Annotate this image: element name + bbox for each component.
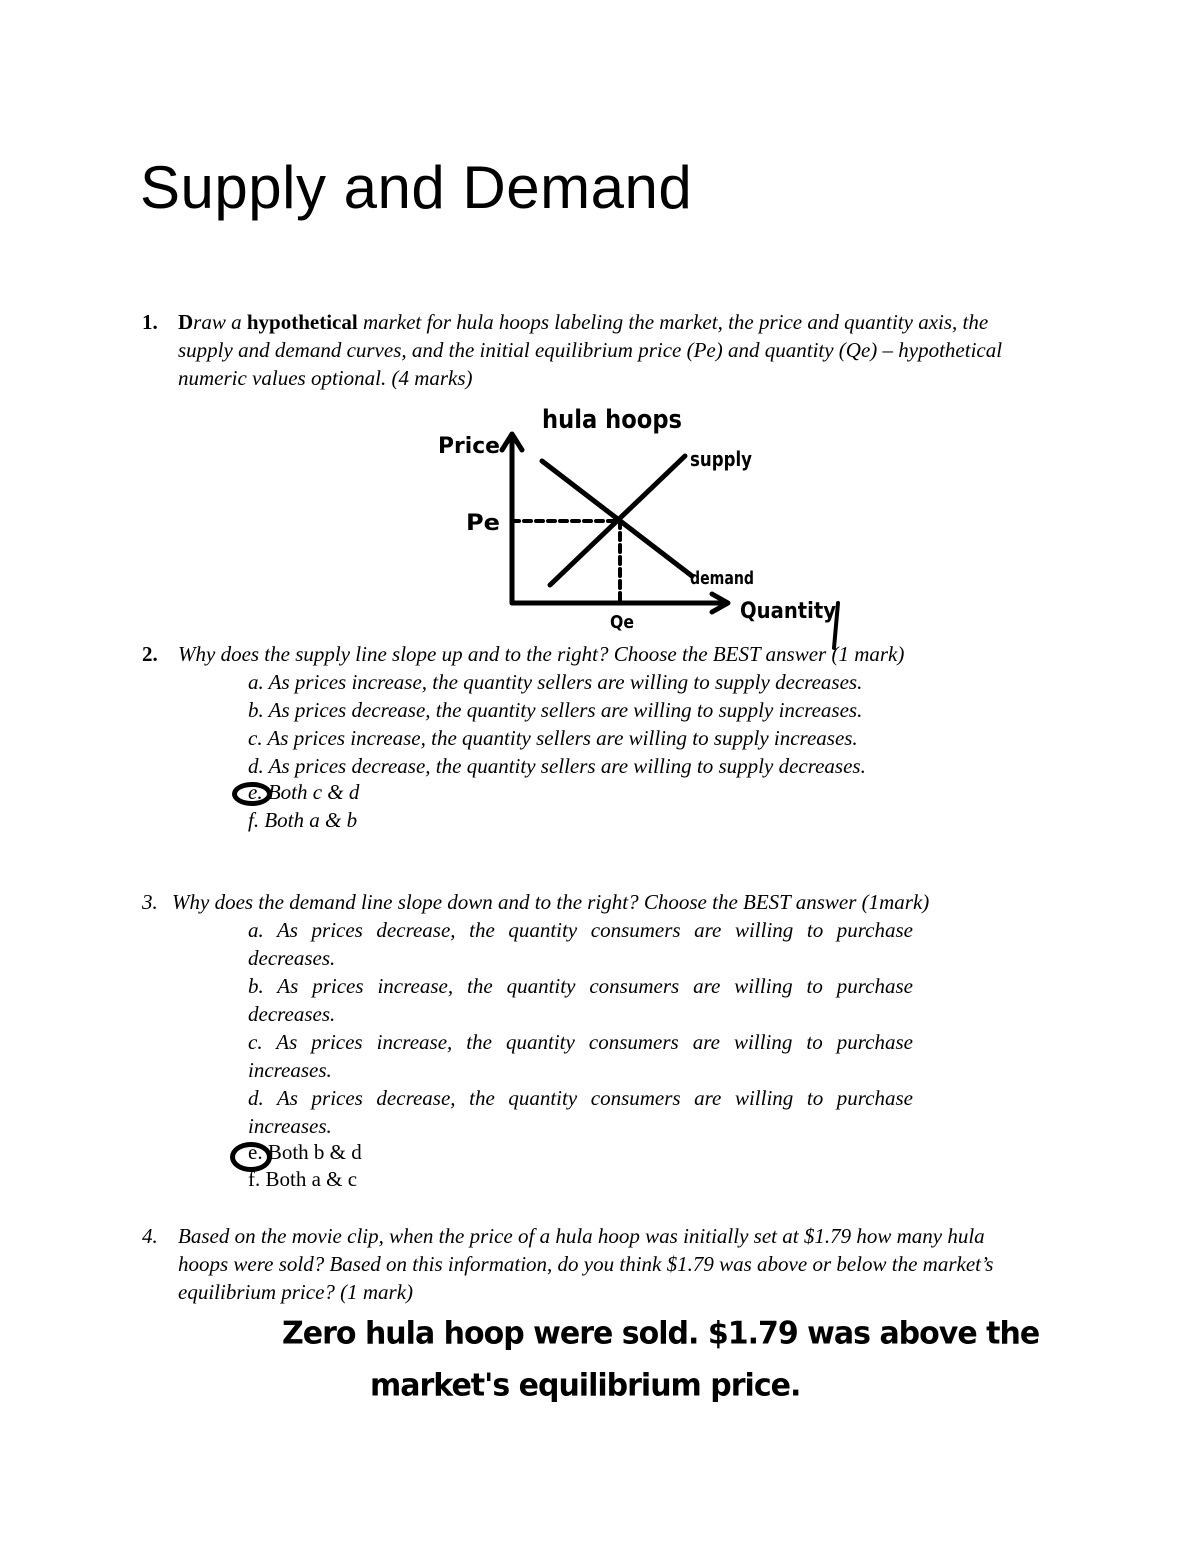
q2-option-c: c. As prices increase, the quantity sellers are willing to supply increases. [248,726,858,750]
q4-handwritten-answer-line2: market's equilibrium price. [370,1367,801,1404]
q2-option-d: d. As prices decrease, the quantity sellers are willing to supply decreases. [248,754,866,778]
q1-question: market for hula hoops labeling the market, the price and quantity axis, the supply and demand curves, and the initial equilibrium price (Pe) and quantity (Qe) – hypothetical numeric values optional. (4 marks) [178,310,1003,390]
q2-selected-circle [232,782,272,806]
q2-option-a: a. As prices increase, the quantity sellers are willing to supply decreases. [248,670,863,694]
q3-question: Why does the demand line slope down and to the right? Choose the BEST answer (1mark) [172,890,930,914]
q4-number: 4. [142,1224,158,1248]
hand-drawn-graph [420,388,860,658]
q2-option-b: b. As prices decrease, the quantity sellers are willing to supply increases. [248,698,863,722]
graph-supply-label: supply [690,447,752,471]
q1-text [178,308,1048,392]
q3-option-b: b. As prices increase, the quantity consumers are willing to purchase decreases. [248,974,913,1026]
demand-line [542,461,692,576]
q3-option-e: e. Both b & d [248,1140,362,1164]
graph-qe-label: Qe [610,612,634,633]
q1-lead-letter: D [178,310,194,334]
q1-lead-rest: raw a [193,310,242,334]
q3-option-a: a. As prices decrease, the quantity consumers are willing to purchase decreases. [248,918,913,970]
q3-number: 3. [142,890,158,914]
graph-demand-label: demand [690,568,754,589]
graph-x-axis-label: Quantity [740,599,836,624]
q4-question: Based on the movie clip, when the price of a hula hoop was initially set at $1.79 how many hula hoops were sold? Based on this information, do you think $1.79 was above or below the market’s equilibrium price? (1 mark) [178,1224,994,1304]
q3-option-c: c. As prices increase, the quantity consumers are willing to purchase increases. [248,1030,913,1082]
graph-market-label: hula hoops [542,405,682,435]
q2-option-e: e. Both c & d [248,780,360,804]
q2-option-f: f. Both a & b [248,808,358,832]
q1-bold-word: hypothetical [246,310,358,334]
document-title: Supply and Demand [140,154,693,221]
graph-y-axis-label: Price [438,434,500,459]
q1-number: 1. [142,310,158,334]
q2-question: Why does the supply line slope up and to the right? Choose the BEST answer (1 mark) [178,642,905,666]
q3-option-f: f. Both a & c [248,1167,358,1191]
graph-pe-label: Pe [466,511,500,536]
q2-number: 2. [142,642,158,666]
q4-handwritten-answer-line1: Zero hula hoop were sold. $1.79 was above the [282,1315,1040,1352]
q3-option-d: d. As prices decrease, the quantity consumers are willing to purchase increases. [248,1086,913,1138]
